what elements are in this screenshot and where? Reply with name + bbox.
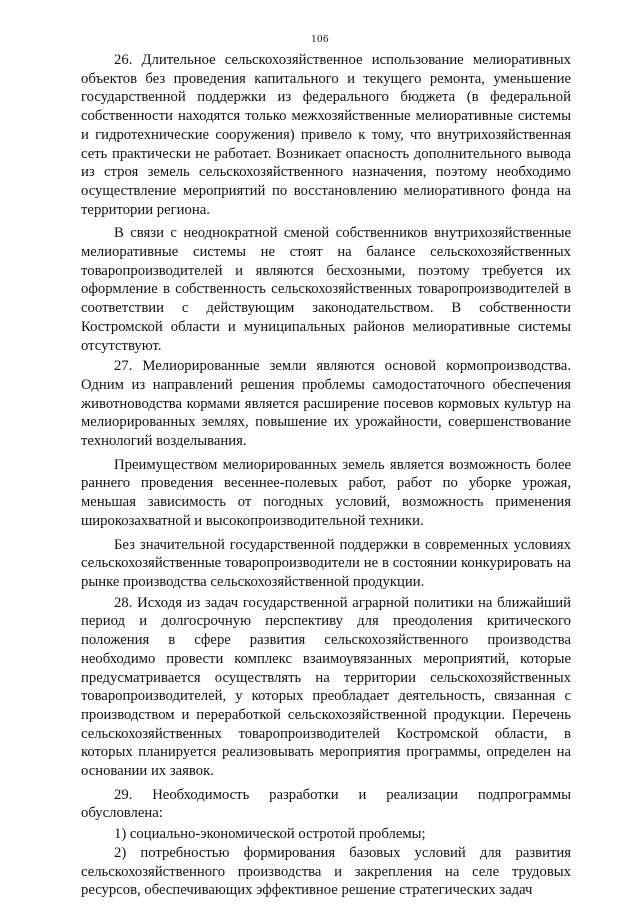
paragraph-26: 26. Длительное сельскохозяйственное использование мелиоративных объектов без проведения капитального и текущего ремонта, уменьшение государственной поддержки из федерального бюджета (в федеральной собственности находятся только межхозяйственные мелиоративные системы и гидротехнические сооружения) привело к тому, что внутрихозяйственная сеть практически не работает. Возникает опасность дополнительного вывода из строя земель сельскохозяйственного назначения, поэтому необходимо осуществление мероприятий по восстановлению мелиоративного фонда на территории региона. (81, 52, 571, 218)
paragraph-28: 28. Исходя из задач государственной аграрной политики на ближайший период и долгосрочную перспективу для преодоления критического положения в сфере развития сельскохозяйственного производства необходимо провести комплекс взаимоувязанных мероприятий, которые предусматривается осуществлять на территории сельскохозяйственных товаропроизводителей, у которых преобладает деятельность, связанная с производством и переработкой сельскохозяйственной продукции. Перечень сельскохозяйственных товаропроизводителей Костромской области, в которых планируется реализовывать мероприятия программы, определен на основании их заявок. (81, 594, 571, 780)
page-number: 106 (311, 33, 329, 45)
paragraph-ownership: В связи с неоднократной сменой собственников внутрихозяйственные мелиоративные системы не стоят на балансе сельскохозяйственных товаропроизводителей и являются бесхозными, поэтому требуется их оформление в собственность сельскохозяйственных товаропроизводителей в соответствии с действующим законодательством. В собственности Костромской области и муниципальных районов мелиоративные системы отсутствуют. (81, 225, 571, 354)
paragraph-state-support: Без значительной государственной поддержки в современных условиях сельскохозяйственные товаропроизводители не в состоянии конкурировать на рынке производства сельскохозяйственной продукции. (81, 536, 571, 590)
list-item-2: 2) потребностью формирования базовых условий для развития сельскохозяйственного производства и закрепления на селе трудовых ресурсов, обеспечивающих эффективное решение стратегических задач (81, 844, 571, 899)
paragraph-29: 29. Необходимость разработки и реализации подпрограммы обусловлена: (81, 786, 571, 822)
paragraph-advantages: Преимуществом мелиорированных земель является возможность более раннего проведения весеннее-полевых работ, работ по уборке урожая, меньшая зависимость от погодных условий, возможность применения широкозахватной и высокопроизводительной техники. (81, 456, 571, 529)
paragraph-27: 27. Мелиорированные земли являются основой кормопроизводства. Одним из направлений решения проблемы самодостаточного обеспечения животноводства кормами является расширение посевов кормовых культур на мелиорированных землях, повышение их урожайности, совершенствование технологий возделывания. (81, 358, 571, 450)
document-body (81, 51, 571, 900)
list-item-1: 1) социально-экономической остротой проблемы; (114, 826, 426, 843)
